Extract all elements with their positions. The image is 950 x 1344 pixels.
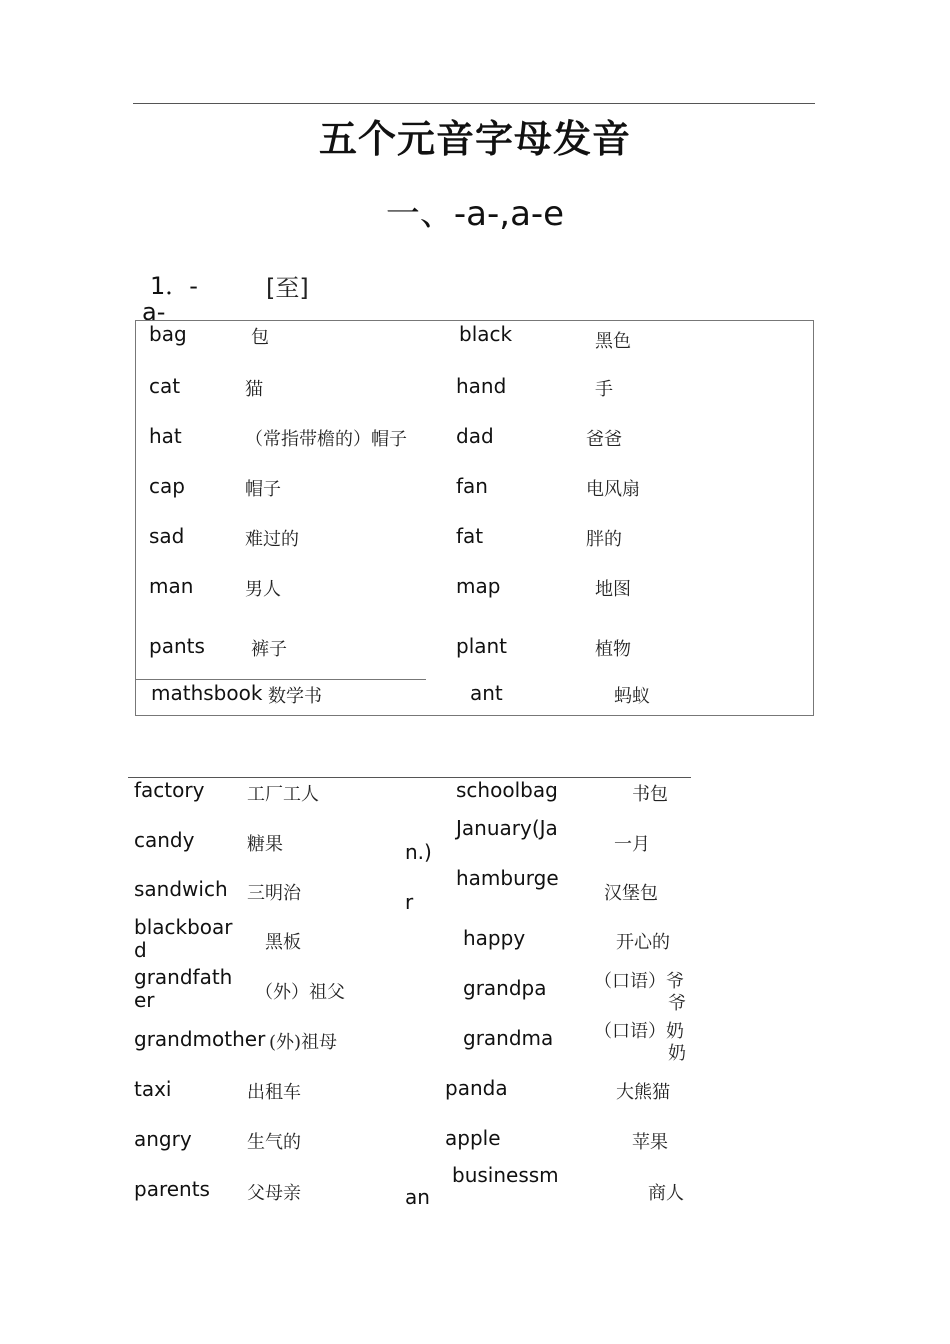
section-heading: 一、-a-,a-e xyxy=(385,194,565,234)
word-cn: （外）祖父 xyxy=(255,982,345,1003)
word-cn: 开心的 xyxy=(616,932,670,953)
word-cn: （口语）奶 xyxy=(594,1021,684,1042)
word-en: hamburge xyxy=(456,866,559,890)
word-en: grandma xyxy=(463,1026,554,1050)
word-en: fan xyxy=(456,474,488,498)
word-en: man xyxy=(149,574,194,598)
word-cn: 男人 xyxy=(245,579,281,600)
word-cn: 苹果 xyxy=(632,1132,668,1153)
word-cn: 难过的 xyxy=(245,529,299,550)
word-en: candy xyxy=(134,828,195,852)
page-title: 五个元音字母发音 xyxy=(318,117,631,161)
word-en: d xyxy=(134,938,147,962)
word-en: January(Ja xyxy=(456,816,558,840)
word-cn: 黑色 xyxy=(595,331,631,352)
word-cn: 电风扇 xyxy=(586,479,640,500)
word-en: plant xyxy=(456,634,508,658)
word-cn: 地图 xyxy=(595,579,631,600)
word-en: pants xyxy=(149,634,205,658)
word-cn: 出租车 xyxy=(247,1082,301,1103)
word-en: happy xyxy=(463,926,526,950)
vocab-table-2 xyxy=(120,778,700,1209)
header-rule xyxy=(133,103,815,104)
word-en: er xyxy=(134,988,155,1012)
word-cn: 爸爸 xyxy=(586,429,622,450)
word-cn: （口语）爷 xyxy=(594,971,684,992)
table1-last-row xyxy=(136,680,811,707)
word-en: hat xyxy=(149,424,182,448)
word-en: parents xyxy=(134,1177,210,1201)
word-en: sandwich xyxy=(134,877,228,901)
word-cn: 一月 xyxy=(614,834,650,855)
word-en: grandfath xyxy=(134,965,233,989)
word-cn: 蚂蚁 xyxy=(614,686,650,707)
word-cn: 生气的 xyxy=(247,1132,301,1153)
word-en-wrap: n.) xyxy=(405,840,432,864)
word-en: dad xyxy=(456,424,494,448)
word-cn: 工厂工人 xyxy=(247,784,319,805)
subsection-number-cont: a- xyxy=(142,298,166,326)
word-cn: 糖果 xyxy=(247,834,283,855)
word-cn: 胖的 xyxy=(586,529,622,550)
word-cn: 数学书 xyxy=(268,686,322,707)
word-cn: 黑板 xyxy=(265,932,301,953)
word-en: grandmother xyxy=(134,1027,266,1051)
word-cn: 大熊猫 xyxy=(616,1082,670,1103)
word-en: factory xyxy=(134,778,205,802)
word-en: sad xyxy=(149,524,185,548)
word-cn: 商人 xyxy=(648,1183,684,1204)
word-en: apple xyxy=(445,1126,501,1150)
word-en: schoolbag xyxy=(456,778,558,802)
word-en: hand xyxy=(456,374,507,398)
word-en-wrap: an xyxy=(405,1185,430,1209)
word-cn: （常指带檐的）帽子 xyxy=(245,429,407,450)
word-cn: 手 xyxy=(595,379,613,400)
word-en: angry xyxy=(134,1127,192,1151)
subsection-number: 1．- xyxy=(150,272,198,300)
word-en: bag xyxy=(149,322,187,346)
word-en: map xyxy=(456,574,501,598)
word-en: cap xyxy=(149,474,185,498)
word-en: businessm xyxy=(452,1163,559,1187)
word-en: mathsbook xyxy=(151,681,263,705)
word-cn: 植物 xyxy=(595,639,631,660)
word-cn: 奶 xyxy=(668,1043,686,1064)
word-en-wrap: r xyxy=(405,890,414,914)
word-cn: 三明治 xyxy=(247,883,301,904)
word-cn: 包 xyxy=(251,327,269,348)
word-en: black xyxy=(459,322,513,346)
word-cn: 父母亲 xyxy=(247,1183,301,1204)
phonetic-symbol: [至] xyxy=(266,274,309,302)
word-cn: 爷 xyxy=(668,993,686,1014)
word-en: grandpa xyxy=(463,976,547,1000)
word-en: taxi xyxy=(134,1077,172,1101)
word-en: cat xyxy=(149,374,181,398)
word-cn: (外)祖母 xyxy=(269,1032,338,1053)
word-en: fat xyxy=(456,524,484,548)
word-cn: 猫 xyxy=(245,379,263,400)
word-en: panda xyxy=(445,1076,508,1100)
word-cn: 书包 xyxy=(632,784,668,805)
word-cn: 汉堡包 xyxy=(604,883,658,904)
word-en: blackboar xyxy=(134,915,233,939)
word-en: ant xyxy=(470,681,503,705)
word-cn: 裤子 xyxy=(251,639,287,660)
word-cn: 帽子 xyxy=(245,479,281,500)
